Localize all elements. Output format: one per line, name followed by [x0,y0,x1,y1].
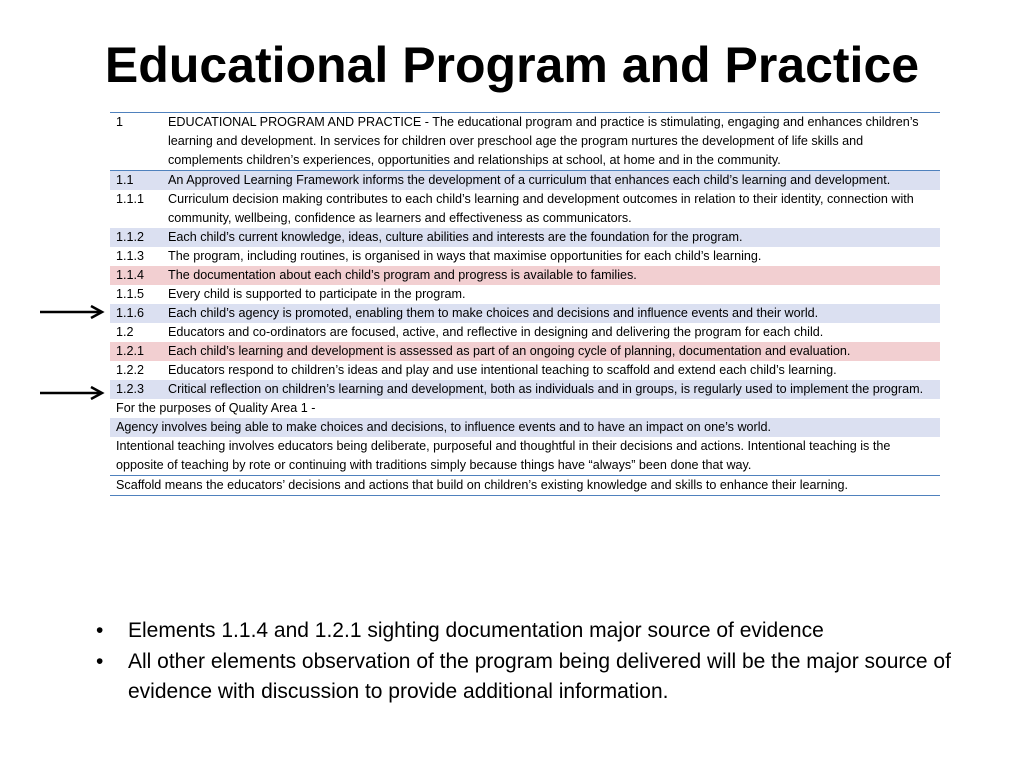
element-number: 1.1.6 [110,304,162,323]
note-row [110,476,940,496]
element-text: Each child’s current knowledge, ideas, culture abilities and interests are the foundation for the program. [162,228,940,247]
table-row [110,380,940,399]
element-number: 1.1.1 [110,190,162,228]
note-row [110,418,940,437]
element-text: EDUCATIONAL PROGRAM AND PRACTICE - The educational program and practice is stimulating, engaging and enhances children’s learning and development. In services for children over preschool age the program nurtures the development of life skills and complements children’s experiences, opportunities and relationships at school, at home and in the community. [162,113,940,171]
table-row [110,285,940,304]
element-number: 1 [110,113,162,171]
element-text: Every child is supported to participate in the program. [162,285,940,304]
element-number: 1.1.5 [110,285,162,304]
element-number: 1.2.3 [110,380,162,399]
evidence-bullet-list [96,616,976,708]
element-number: 1.2 [110,323,162,342]
table-row [110,247,940,266]
table-row [110,323,940,342]
element-text: Each child’s agency is promoted, enabling them to make choices and decisions and influence events and their world. [162,304,940,323]
element-number: 1.1 [110,171,162,191]
bullet-marker: • [96,649,104,673]
note-text: Scaffold means the educators’ decisions and actions that build on children’s existing knowledge and skills to enhance their learning. [110,476,940,496]
arrow-right-icon [40,305,106,319]
element-text: An Approved Learning Framework informs the development of a curriculum that enhances each child’s learning and development. [162,171,940,191]
note-text: For the purposes of Quality Area 1 - [110,399,940,418]
bullet-item [96,647,976,708]
table-row [110,361,940,380]
table-row [110,113,940,171]
table-row-highlighted [110,342,940,361]
element-text: Educators respond to children’s ideas and play and use intentional teaching to scaffold and extend each child’s learning. [162,361,940,380]
note-row [110,437,940,476]
element-number: 1.1.2 [110,228,162,247]
quality-area-table [110,112,940,496]
element-number: 1.2.1 [110,342,162,361]
element-text: The program, including routines, is organised in ways that maximise opportunities for each child’s learning. [162,247,940,266]
element-number: 1.2.2 [110,361,162,380]
table-row [110,171,940,191]
arrow-right-icon [40,386,106,400]
element-text: Critical reflection on children’s learning and development, both as individuals and in groups, is regularly used to implement the program. [162,380,940,399]
note-text: Intentional teaching involves educators being deliberate, purposeful and thoughtful in their decisions and actions. Intentional teaching is the opposite of teaching by rote or continuing with traditions simply because things have “always” been done that way. [110,437,940,476]
element-number: 1.1.3 [110,247,162,266]
note-text: Agency involves being able to make choices and decisions, to influence events and to have an impact on one’s world. [110,418,940,437]
bullet-text: All other elements observation of the program being delivered will be the major source of evidence with discussion to provide additional information. [128,649,951,703]
bullet-marker: • [96,619,104,642]
element-text: Curriculum decision making contributes to each child’s learning and development outcomes in relation to their identity, connection with community, wellbeing, confidence as learners and effectiveness as communicators. [162,190,940,228]
element-number: 1.1.4 [110,266,162,285]
bullet-item [96,616,976,647]
element-text: Educators and co-ordinators are focused, active, and reflective in designing and delivering the program for each child. [162,323,940,342]
table-row [110,228,940,247]
table-row [110,190,940,228]
element-text: Each child’s learning and development is assessed as part of an ongoing cycle of planning, documentation and evaluation. [162,342,940,361]
table-row-highlighted [110,266,940,285]
table-row [110,304,940,323]
bullet-text: Elements 1.1.4 and 1.2.1 sighting documentation major source of evidence [128,619,824,642]
element-text: The documentation about each child’s program and progress is available to families. [162,266,940,285]
elements-table [110,113,940,495]
note-row [110,399,940,418]
page-title: Educational Program and Practice [104,37,920,93]
